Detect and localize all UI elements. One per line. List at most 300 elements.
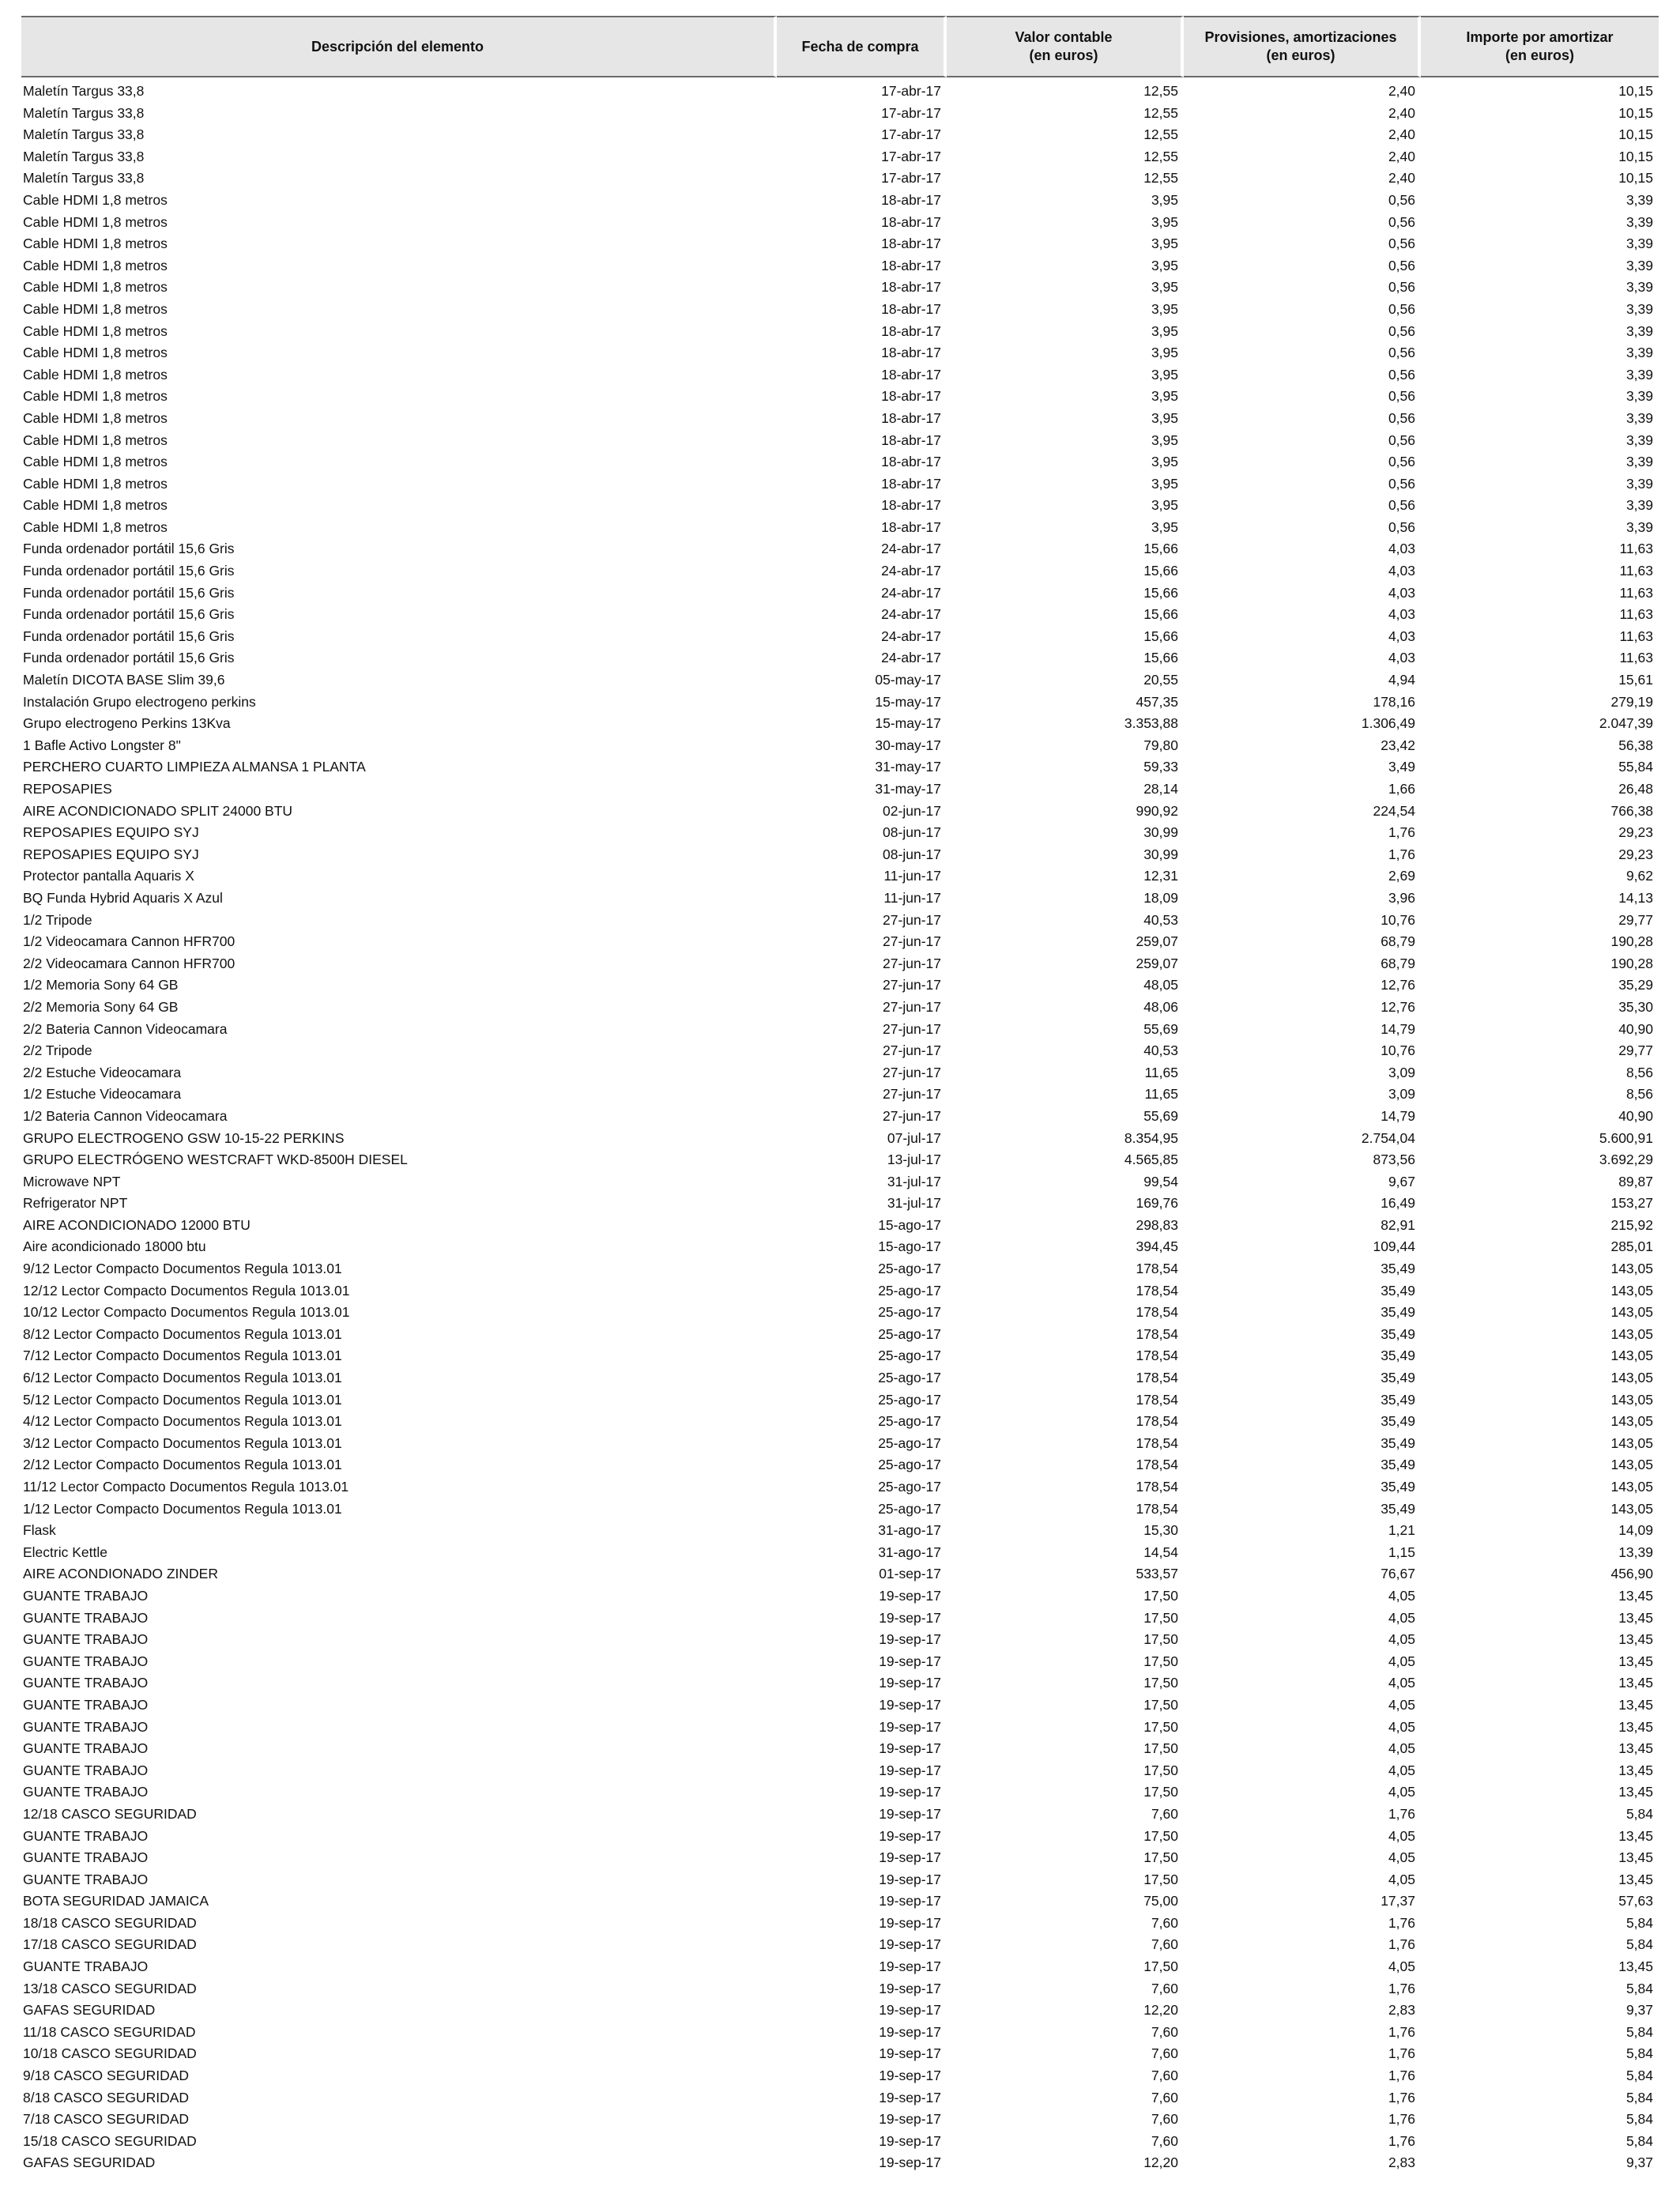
cell-provisiones: 0,56 — [1388, 454, 1415, 470]
header-descripcion: Descripción del elemento — [21, 16, 777, 77]
cell-descripcion: Cable HDMI 1,8 metros — [23, 257, 168, 273]
cell-provisiones: 0,56 — [1388, 191, 1415, 208]
cell-valor-contable: 178,54 — [1136, 1500, 1178, 1517]
cell-descripcion: Electric Kettle — [23, 1544, 107, 1560]
cell-descripcion: Funda ordenador portátil 15,6 Gris — [23, 606, 235, 623]
cell-importe-por-amortizar: 215,92 — [1610, 1216, 1653, 1233]
cell-valor-contable: 7,60 — [1151, 2068, 1178, 2084]
table-row — [21, 103, 1659, 125]
table-row — [21, 756, 1659, 778]
cell-importe-por-amortizar: 3,39 — [1625, 388, 1653, 405]
cell-valor-contable: 178,54 — [1136, 1370, 1178, 1386]
cell-importe-por-amortizar: 143,05 — [1610, 1391, 1653, 1408]
header-importe-por-amortizar: Importe por amortizar (en euros) — [1421, 16, 1659, 77]
cell-fecha-compra: 19-sep-17 — [879, 1740, 941, 1757]
cell-provisiones: 35,49 — [1381, 1500, 1415, 1517]
table-row — [21, 1585, 1659, 1608]
cell-importe-por-amortizar: 9,37 — [1625, 2002, 1653, 2019]
cell-fecha-compra: 18-abr-17 — [881, 388, 941, 405]
cell-valor-contable: 394,45 — [1136, 1238, 1178, 1255]
cell-descripcion: 1/2 Videocamara Cannon HFR700 — [23, 933, 235, 950]
cell-fecha-compra: 25-ago-17 — [878, 1282, 941, 1299]
cell-provisiones: 0,56 — [1388, 388, 1415, 405]
cell-descripcion: 17/18 CASCO SEGURIDAD — [23, 1936, 197, 1953]
cell-descripcion: BOTA SEGURIDAD JAMAICA — [23, 1893, 209, 1909]
cell-descripcion: 1/2 Bateria Cannon Videocamara — [23, 1107, 228, 1124]
cell-valor-contable: 17,50 — [1143, 1718, 1178, 1735]
cell-importe-por-amortizar: 5.600,91 — [1599, 1129, 1653, 1146]
cell-valor-contable: 169,76 — [1136, 1195, 1178, 1212]
cell-descripcion: 2/2 Memoria Sony 64 GB — [23, 998, 179, 1015]
table-row — [21, 386, 1659, 408]
cell-importe-por-amortizar: 143,05 — [1610, 1434, 1653, 1451]
cell-importe-por-amortizar: 5,84 — [1625, 2068, 1653, 2084]
cell-descripcion: Cable HDMI 1,8 metros — [23, 497, 168, 514]
table-row — [21, 408, 1659, 430]
cell-importe-por-amortizar: 5,84 — [1625, 1980, 1653, 1996]
cell-fecha-compra: 19-sep-17 — [879, 2154, 941, 2171]
cell-importe-por-amortizar: 143,05 — [1610, 1348, 1653, 1364]
header-valor-contable: Valor contable (en euros) — [947, 16, 1184, 77]
cell-valor-contable: 14,54 — [1143, 1544, 1178, 1560]
cell-valor-contable: 178,54 — [1136, 1391, 1178, 1408]
table-row — [21, 1717, 1659, 1739]
cell-importe-por-amortizar: 14,09 — [1618, 1522, 1653, 1539]
cell-importe-por-amortizar: 5,84 — [1625, 1805, 1653, 1822]
cell-fecha-compra: 27-jun-17 — [883, 998, 941, 1015]
cell-valor-contable: 3,95 — [1151, 279, 1178, 296]
cell-descripcion: AIRE ACONDICIONADO 12000 BTU — [23, 1216, 250, 1233]
cell-fecha-compra: 27-jun-17 — [883, 933, 941, 950]
cell-provisiones: 2,83 — [1388, 2002, 1415, 2019]
table-row — [21, 1149, 1659, 1171]
cell-importe-por-amortizar: 3,39 — [1625, 454, 1653, 470]
cell-importe-por-amortizar: 13,45 — [1618, 1740, 1653, 1757]
cell-descripcion: Maletín DICOTA BASE Slim 39,6 — [23, 672, 225, 688]
cell-fecha-compra: 27-jun-17 — [883, 1107, 941, 1124]
cell-fecha-compra: 15-may-17 — [875, 693, 941, 710]
cell-valor-contable: 15,30 — [1143, 1522, 1178, 1539]
cell-descripcion: BQ Funda Hybrid Aquaris X Azul — [23, 889, 223, 906]
cell-valor-contable: 79,80 — [1143, 737, 1178, 753]
table-row — [21, 582, 1659, 605]
cell-descripcion: Funda ordenador portátil 15,6 Gris — [23, 650, 235, 666]
cell-importe-por-amortizar: 13,45 — [1618, 1762, 1653, 1778]
cell-importe-por-amortizar: 29,23 — [1618, 824, 1653, 841]
table-row — [21, 844, 1659, 866]
cell-valor-contable: 12,55 — [1143, 170, 1178, 187]
cell-importe-por-amortizar: 143,05 — [1610, 1370, 1653, 1386]
table-row — [21, 233, 1659, 255]
cell-provisiones: 35,49 — [1381, 1434, 1415, 1451]
cell-provisiones: 35,49 — [1381, 1348, 1415, 1364]
table-row — [21, 1345, 1659, 1367]
table-row — [21, 342, 1659, 364]
cell-provisiones: 4,03 — [1388, 650, 1415, 666]
cell-importe-por-amortizar: 11,63 — [1619, 584, 1653, 601]
table-row — [21, 2152, 1659, 2174]
table-row — [21, 299, 1659, 321]
table-row — [21, 1804, 1659, 1826]
cell-importe-por-amortizar: 13,45 — [1618, 1587, 1653, 1604]
cell-provisiones: 4,05 — [1388, 1587, 1415, 1604]
cell-importe-por-amortizar: 13,45 — [1618, 1675, 1653, 1691]
cell-descripcion: 12/18 CASCO SEGURIDAD — [23, 1805, 197, 1822]
cell-descripcion: GUANTE TRABAJO — [23, 1696, 149, 1713]
cell-fecha-compra: 25-ago-17 — [878, 1370, 941, 1386]
table-row — [21, 364, 1659, 386]
cell-importe-por-amortizar: 5,84 — [1625, 1936, 1653, 1953]
table-row — [21, 692, 1659, 714]
cell-valor-contable: 17,50 — [1143, 1609, 1178, 1626]
cell-valor-contable: 3.353,88 — [1124, 715, 1178, 732]
table-row — [21, 473, 1659, 496]
cell-descripcion: GUANTE TRABAJO — [23, 1653, 149, 1669]
cell-provisiones: 4,03 — [1388, 584, 1415, 601]
table-row — [21, 124, 1659, 146]
cell-fecha-compra: 24-abr-17 — [881, 628, 941, 644]
cell-valor-contable: 178,54 — [1136, 1304, 1178, 1321]
table-row — [21, 1956, 1659, 1978]
cell-provisiones: 2,40 — [1388, 126, 1415, 143]
cell-importe-por-amortizar: 13,45 — [1618, 1718, 1653, 1735]
table-row — [21, 212, 1659, 234]
cell-provisiones: 17,37 — [1381, 1893, 1415, 1909]
cell-descripcion: Maletín Targus 33,8 — [23, 170, 145, 187]
cell-fecha-compra: 27-jun-17 — [883, 1020, 941, 1037]
table-row — [21, 778, 1659, 801]
cell-provisiones: 4,03 — [1388, 628, 1415, 644]
cell-fecha-compra: 02-jun-17 — [883, 802, 941, 819]
cell-provisiones: 1,76 — [1388, 846, 1415, 862]
cell-provisiones: 14,79 — [1381, 1020, 1415, 1037]
cell-fecha-compra: 18-abr-17 — [881, 279, 941, 296]
cell-descripcion: Cable HDMI 1,8 metros — [23, 475, 168, 492]
cell-descripcion: GUANTE TRABAJO — [23, 1827, 149, 1844]
cell-valor-contable: 17,50 — [1143, 1631, 1178, 1648]
cell-fecha-compra: 18-abr-17 — [881, 236, 941, 252]
cell-descripcion: GUANTE TRABAJO — [23, 1762, 149, 1778]
cell-fecha-compra: 24-abr-17 — [881, 541, 941, 557]
cell-provisiones: 0,56 — [1388, 213, 1415, 230]
cell-provisiones: 0,56 — [1388, 432, 1415, 448]
cell-valor-contable: 17,50 — [1143, 1740, 1178, 1757]
cell-descripcion: Cable HDMI 1,8 metros — [23, 213, 168, 230]
cell-provisiones: 3,09 — [1388, 1086, 1415, 1103]
cell-importe-por-amortizar: 8,56 — [1625, 1086, 1653, 1103]
cell-importe-por-amortizar: 14,13 — [1618, 889, 1653, 906]
cell-valor-contable: 7,60 — [1151, 2045, 1178, 2062]
cell-fecha-compra: 18-abr-17 — [881, 300, 941, 317]
table-row — [21, 1934, 1659, 1956]
cell-valor-contable: 3,95 — [1151, 191, 1178, 208]
cell-valor-contable: 3,95 — [1151, 236, 1178, 252]
table-row — [21, 1498, 1659, 1521]
table-row — [21, 1454, 1659, 1476]
cell-provisiones: 2,83 — [1388, 2154, 1415, 2171]
cell-provisiones: 0,56 — [1388, 279, 1415, 296]
table-row — [21, 1891, 1659, 1913]
cell-valor-contable: 12,55 — [1143, 126, 1178, 143]
table-row — [21, 255, 1659, 277]
cell-importe-por-amortizar: 29,23 — [1618, 846, 1653, 862]
cell-fecha-compra: 30-may-17 — [875, 737, 941, 753]
table-row — [21, 822, 1659, 844]
cell-fecha-compra: 31-jul-17 — [887, 1195, 941, 1212]
cell-valor-contable: 178,54 — [1136, 1348, 1178, 1364]
table-row — [21, 1608, 1659, 1630]
cell-provisiones: 178,16 — [1373, 693, 1415, 710]
cell-fecha-compra: 25-ago-17 — [878, 1479, 941, 1495]
cell-valor-contable: 3,95 — [1151, 454, 1178, 470]
cell-importe-por-amortizar: 13,45 — [1618, 1784, 1653, 1800]
table-row — [21, 495, 1659, 517]
cell-fecha-compra: 27-jun-17 — [883, 977, 941, 993]
cell-valor-contable: 17,50 — [1143, 1827, 1178, 1844]
cell-importe-por-amortizar: 10,15 — [1618, 126, 1653, 143]
cell-importe-por-amortizar: 3,39 — [1625, 191, 1653, 208]
cell-valor-contable: 8.354,95 — [1124, 1129, 1178, 1146]
cell-valor-contable: 17,50 — [1143, 1675, 1178, 1691]
cell-importe-por-amortizar: 143,05 — [1610, 1500, 1653, 1517]
cell-importe-por-amortizar: 15,61 — [1618, 672, 1653, 688]
cell-valor-contable: 17,50 — [1143, 1784, 1178, 1800]
cell-fecha-compra: 18-abr-17 — [881, 257, 941, 273]
table-row — [21, 801, 1659, 823]
cell-provisiones: 35,49 — [1381, 1391, 1415, 1408]
cell-fecha-compra: 19-sep-17 — [879, 1914, 941, 1931]
cell-valor-contable: 178,54 — [1136, 1325, 1178, 1342]
cell-importe-por-amortizar: 3,39 — [1625, 475, 1653, 492]
table-row — [21, 931, 1659, 953]
table-row — [21, 1738, 1659, 1760]
cell-descripcion: 3/12 Lector Compacto Documentos Regula 1013.01 — [23, 1434, 342, 1451]
cell-provisiones: 1,76 — [1388, 1980, 1415, 1996]
table-row — [21, 1128, 1659, 1150]
cell-fecha-compra: 17-abr-17 — [881, 83, 941, 99]
cell-provisiones: 1,76 — [1388, 2068, 1415, 2084]
table-row — [21, 1913, 1659, 1935]
table-row — [21, 1389, 1659, 1412]
cell-descripcion: Cable HDMI 1,8 metros — [23, 300, 168, 317]
table-row — [21, 321, 1659, 343]
cell-fecha-compra: 19-sep-17 — [879, 2045, 941, 2062]
cell-importe-por-amortizar: 9,62 — [1625, 868, 1653, 884]
table-row — [21, 451, 1659, 473]
cell-valor-contable: 3,95 — [1151, 322, 1178, 339]
table-row — [21, 604, 1659, 626]
cell-fecha-compra: 18-abr-17 — [881, 213, 941, 230]
cell-descripcion: GUANTE TRABAJO — [23, 1609, 149, 1626]
cell-valor-contable: 533,57 — [1136, 1566, 1178, 1582]
cell-valor-contable: 55,69 — [1143, 1107, 1178, 1124]
cell-provisiones: 0,56 — [1388, 475, 1415, 492]
cell-descripcion: Cable HDMI 1,8 metros — [23, 279, 168, 296]
cell-valor-contable: 12,55 — [1143, 148, 1178, 164]
cell-fecha-compra: 17-abr-17 — [881, 148, 941, 164]
cell-valor-contable: 48,06 — [1143, 998, 1178, 1015]
table-row — [21, 735, 1659, 757]
cell-fecha-compra: 27-jun-17 — [883, 955, 941, 971]
cell-importe-por-amortizar: 13,39 — [1618, 1544, 1653, 1560]
cell-fecha-compra: 19-sep-17 — [879, 1849, 941, 1866]
cell-valor-contable: 7,60 — [1151, 2023, 1178, 2040]
cell-provisiones: 4,05 — [1388, 1696, 1415, 1713]
cell-valor-contable: 11,65 — [1144, 1064, 1178, 1080]
cell-fecha-compra: 19-sep-17 — [879, 1958, 941, 1975]
cell-importe-por-amortizar: 11,63 — [1619, 563, 1653, 579]
cell-fecha-compra: 25-ago-17 — [878, 1500, 941, 1517]
cell-descripcion: Maletín Targus 33,8 — [23, 126, 145, 143]
cell-descripcion: Funda ordenador portátil 15,6 Gris — [23, 563, 235, 579]
cell-valor-contable: 75,00 — [1143, 1893, 1178, 1909]
cell-valor-contable: 3,95 — [1151, 345, 1178, 361]
cell-provisiones: 4,05 — [1388, 1631, 1415, 1648]
cell-importe-por-amortizar: 13,45 — [1618, 1696, 1653, 1713]
cell-provisiones: 1,76 — [1388, 2089, 1415, 2105]
cell-descripcion: Cable HDMI 1,8 metros — [23, 409, 168, 426]
cell-provisiones: 1.306,49 — [1361, 715, 1415, 732]
cell-descripcion: Cable HDMI 1,8 metros — [23, 432, 168, 448]
cell-descripcion: Maletín Targus 33,8 — [23, 83, 145, 99]
cell-provisiones: 16,49 — [1381, 1195, 1415, 1212]
cell-fecha-compra: 24-abr-17 — [881, 606, 941, 623]
cell-fecha-compra: 17-abr-17 — [881, 126, 941, 143]
cell-valor-contable: 15,66 — [1143, 584, 1178, 601]
cell-descripcion: PERCHERO CUARTO LIMPIEZA ALMANSA 1 PLANTA — [23, 759, 366, 775]
table-row — [21, 1869, 1659, 1891]
cell-valor-contable: 20,55 — [1143, 672, 1178, 688]
cell-importe-por-amortizar: 3,39 — [1625, 518, 1653, 535]
cell-valor-contable: 12,20 — [1143, 2154, 1178, 2171]
cell-importe-por-amortizar: 11,63 — [1619, 628, 1653, 644]
cell-descripcion: Aire acondicionado 18000 btu — [23, 1238, 206, 1255]
cell-fecha-compra: 19-sep-17 — [879, 2132, 941, 2149]
cell-descripcion: 2/2 Tripode — [23, 1042, 92, 1059]
cell-descripcion: GAFAS SEGURIDAD — [23, 2002, 156, 2019]
cell-provisiones: 0,56 — [1388, 497, 1415, 514]
table-row — [21, 1563, 1659, 1585]
table-row — [21, 865, 1659, 888]
table-row — [21, 1760, 1659, 1782]
table-row — [21, 1629, 1659, 1651]
table-row — [21, 2065, 1659, 2087]
cell-provisiones: 2,69 — [1388, 868, 1415, 884]
cell-descripcion: AIRE ACONDICIONADO SPLIT 24000 BTU — [23, 802, 293, 819]
cell-valor-contable: 3,95 — [1151, 497, 1178, 514]
table-header — [21, 16, 1659, 77]
table-row — [21, 538, 1659, 560]
cell-descripcion: GUANTE TRABAJO — [23, 1784, 149, 1800]
cell-importe-por-amortizar: 285,01 — [1610, 1238, 1653, 1255]
cell-importe-por-amortizar: 8,56 — [1625, 1064, 1653, 1080]
cell-provisiones: 1,76 — [1388, 824, 1415, 841]
cell-fecha-compra: 19-sep-17 — [879, 1980, 941, 1996]
cell-valor-contable: 3,95 — [1151, 409, 1178, 426]
cell-importe-por-amortizar: 3,39 — [1625, 409, 1653, 426]
cell-fecha-compra: 18-abr-17 — [881, 366, 941, 383]
cell-fecha-compra: 19-sep-17 — [879, 1696, 941, 1713]
cell-valor-contable: 3,95 — [1151, 475, 1178, 492]
cell-descripcion: Funda ordenador portátil 15,6 Gris — [23, 584, 235, 601]
cell-importe-por-amortizar: 766,38 — [1610, 802, 1653, 819]
table-row — [21, 997, 1659, 1019]
cell-valor-contable: 17,50 — [1143, 1849, 1178, 1866]
cell-valor-contable: 17,50 — [1143, 1653, 1178, 1669]
table-row — [21, 974, 1659, 997]
cell-valor-contable: 15,66 — [1143, 650, 1178, 666]
table-row — [21, 910, 1659, 932]
cell-fecha-compra: 25-ago-17 — [878, 1457, 941, 1473]
cell-descripcion: GUANTE TRABAJO — [23, 1631, 149, 1648]
cell-importe-por-amortizar: 10,15 — [1618, 83, 1653, 99]
cell-fecha-compra: 17-abr-17 — [881, 170, 941, 187]
table-row — [21, 1847, 1659, 1869]
cell-provisiones: 35,49 — [1381, 1479, 1415, 1495]
cell-fecha-compra: 13-jul-17 — [887, 1152, 941, 1168]
cell-valor-contable: 7,60 — [1151, 2111, 1178, 2128]
cell-importe-por-amortizar: 3,39 — [1625, 236, 1653, 252]
table-row — [21, 1236, 1659, 1258]
cell-provisiones: 0,56 — [1388, 300, 1415, 317]
cell-descripcion: Flask — [23, 1522, 56, 1539]
cell-fecha-compra: 27-jun-17 — [883, 1064, 941, 1080]
cell-provisiones: 4,05 — [1388, 1653, 1415, 1669]
cell-provisiones: 4,05 — [1388, 1675, 1415, 1691]
cell-valor-contable: 59,33 — [1143, 759, 1178, 775]
cell-importe-por-amortizar: 143,05 — [1610, 1479, 1653, 1495]
cell-fecha-compra: 31-may-17 — [875, 781, 941, 797]
cell-fecha-compra: 18-abr-17 — [881, 322, 941, 339]
cell-importe-por-amortizar: 40,90 — [1618, 1107, 1653, 1124]
cell-descripcion: Refrigerator NPT — [23, 1195, 128, 1212]
table-row — [21, 1171, 1659, 1193]
cell-importe-por-amortizar: 40,90 — [1618, 1020, 1653, 1037]
cell-valor-contable: 48,05 — [1143, 977, 1178, 993]
cell-fecha-compra: 19-sep-17 — [879, 1653, 941, 1669]
cell-fecha-compra: 19-sep-17 — [879, 1718, 941, 1735]
cell-importe-por-amortizar: 2.047,39 — [1599, 715, 1653, 732]
cell-descripcion: Cable HDMI 1,8 metros — [23, 345, 168, 361]
cell-provisiones: 35,49 — [1381, 1325, 1415, 1342]
cell-provisiones: 35,49 — [1381, 1413, 1415, 1430]
cell-provisiones: 2,40 — [1388, 170, 1415, 187]
cell-provisiones: 224,54 — [1373, 802, 1415, 819]
table-row — [21, 1302, 1659, 1324]
cell-valor-contable: 17,50 — [1143, 1696, 1178, 1713]
cell-fecha-compra: 19-sep-17 — [879, 1805, 941, 1822]
cell-descripcion: Funda ordenador portátil 15,6 Gris — [23, 541, 235, 557]
cell-provisiones: 1,76 — [1388, 2045, 1415, 2062]
cell-importe-por-amortizar: 3,39 — [1625, 366, 1653, 383]
cell-fecha-compra: 19-sep-17 — [879, 1827, 941, 1844]
cell-descripcion: Grupo electrogeno Perkins 13Kva — [23, 715, 231, 732]
cell-valor-contable: 7,60 — [1151, 2132, 1178, 2149]
cell-provisiones: 0,56 — [1388, 518, 1415, 535]
cell-valor-contable: 15,66 — [1143, 628, 1178, 644]
cell-fecha-compra: 25-ago-17 — [878, 1413, 941, 1430]
table-row — [21, 1280, 1659, 1302]
cell-valor-contable: 298,83 — [1136, 1216, 1178, 1233]
cell-provisiones: 4,03 — [1388, 563, 1415, 579]
cell-valor-contable: 18,09 — [1143, 889, 1178, 906]
cell-descripcion: 10/18 CASCO SEGURIDAD — [23, 2045, 197, 2062]
header-fecha-compra: Fecha de compra — [777, 16, 947, 77]
cell-provisiones: 2,40 — [1388, 104, 1415, 121]
cell-descripcion: GAFAS SEGURIDAD — [23, 2154, 156, 2171]
cell-valor-contable: 15,66 — [1143, 541, 1178, 557]
cell-provisiones: 4,05 — [1388, 1784, 1415, 1800]
